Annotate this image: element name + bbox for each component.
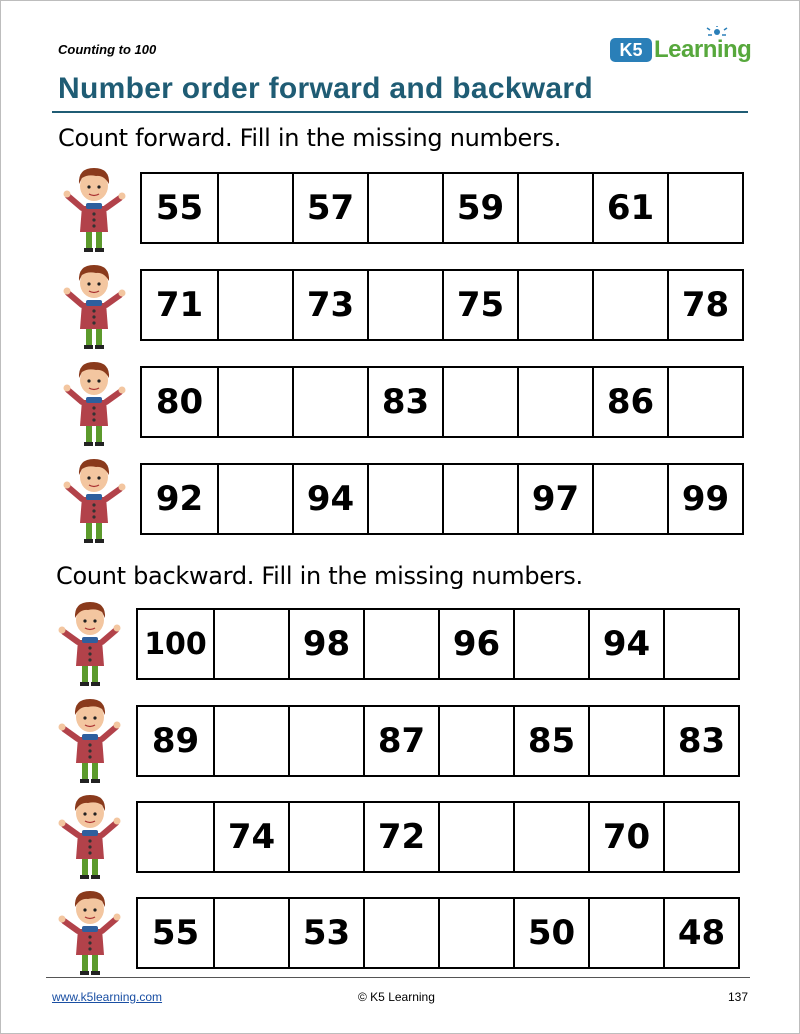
blank-answer-box[interactable] <box>667 368 742 436</box>
given-number-box: 94 <box>292 465 367 533</box>
given-number-box: 48 <box>663 899 738 967</box>
given-number-box: 100 <box>144 626 207 662</box>
blank-answer-box[interactable] <box>367 174 442 242</box>
given-number-box: 59 <box>442 174 517 242</box>
logo-learning-text: Learning <box>654 36 752 63</box>
given-number-box: 73 <box>292 271 367 339</box>
blank-answer-box[interactable] <box>442 368 517 436</box>
forward-number-row <box>140 463 744 535</box>
given-number-box: 71 <box>155 285 204 325</box>
boy-illustration <box>54 885 124 977</box>
blank-answer-box[interactable] <box>442 465 517 533</box>
boy-illustration <box>60 259 130 351</box>
blank-answer-box[interactable] <box>592 465 667 533</box>
given-number-box: 96 <box>438 610 513 678</box>
given-number-box: 80 <box>155 382 204 422</box>
given-number-box: 94 <box>588 610 663 678</box>
given-number-box: 92 <box>155 479 204 519</box>
boy-illustration <box>54 693 124 785</box>
logo-spark-icon <box>704 26 730 40</box>
given-number-box: 87 <box>363 707 438 775</box>
given-number-box: 74 <box>213 803 288 871</box>
forward-number-row <box>140 269 744 341</box>
blank-answer-box[interactable] <box>138 803 213 871</box>
backward-number-row <box>136 705 740 777</box>
boy-illustration <box>60 356 130 448</box>
backward-instruction: Count backward. Fill in the missing numbers. <box>56 562 583 590</box>
given-number-box: 97 <box>517 465 592 533</box>
given-number-box: 89 <box>151 721 200 761</box>
blank-answer-box[interactable] <box>667 174 742 242</box>
blank-answer-box[interactable] <box>592 271 667 339</box>
blank-answer-box[interactable] <box>217 465 292 533</box>
given-number-box: 75 <box>442 271 517 339</box>
footer-divider <box>46 977 750 978</box>
given-number-box: 57 <box>292 174 367 242</box>
blank-answer-box[interactable] <box>517 368 592 436</box>
forward-instruction: Count forward. Fill in the missing numbers. <box>58 124 562 152</box>
boy-illustration <box>60 453 130 545</box>
given-number-box: 70 <box>588 803 663 871</box>
forward-number-row <box>140 172 744 244</box>
blank-answer-box[interactable] <box>517 174 592 242</box>
blank-answer-box[interactable] <box>438 803 513 871</box>
blank-answer-box[interactable] <box>217 368 292 436</box>
blank-answer-box[interactable] <box>513 803 588 871</box>
footer-copyright: © K5 Learning <box>358 990 435 1004</box>
blank-answer-box[interactable] <box>217 174 292 242</box>
forward-number-row <box>140 366 744 438</box>
title-underline <box>52 111 748 113</box>
given-number-box: 78 <box>667 271 742 339</box>
blank-answer-box[interactable] <box>288 803 363 871</box>
blank-answer-box[interactable] <box>588 707 663 775</box>
blank-answer-box[interactable] <box>288 707 363 775</box>
boy-illustration <box>54 596 124 688</box>
given-number-box: 55 <box>151 913 200 953</box>
given-number-box: 83 <box>663 707 738 775</box>
footer-page-number: 137 <box>728 990 749 1004</box>
given-number-box: 85 <box>513 707 588 775</box>
k5-learning-logo <box>610 32 760 68</box>
given-number-box: 50 <box>513 899 588 967</box>
given-number-box: 72 <box>363 803 438 871</box>
given-number-box: 86 <box>592 368 667 436</box>
blank-answer-box[interactable] <box>292 368 367 436</box>
blank-answer-box[interactable] <box>217 271 292 339</box>
given-number-box: 53 <box>288 899 363 967</box>
given-number-box: 61 <box>592 174 667 242</box>
blank-answer-box[interactable] <box>213 899 288 967</box>
blank-answer-box[interactable] <box>367 271 442 339</box>
given-number-box: 99 <box>667 465 742 533</box>
blank-answer-box[interactable] <box>588 899 663 967</box>
page-title: Number order forward and backward <box>58 72 594 105</box>
blank-answer-box[interactable] <box>363 899 438 967</box>
blank-answer-box[interactable] <box>513 610 588 678</box>
blank-answer-box[interactable] <box>438 899 513 967</box>
footer-website[interactable] <box>52 990 162 1004</box>
blank-answer-box[interactable] <box>363 610 438 678</box>
blank-answer-box[interactable] <box>367 465 442 533</box>
given-number-box: 55 <box>155 188 204 228</box>
blank-answer-box[interactable] <box>663 803 738 871</box>
backward-number-row <box>136 608 740 680</box>
boy-illustration <box>60 162 130 254</box>
blank-answer-box[interactable] <box>213 707 288 775</box>
blank-answer-box[interactable] <box>213 610 288 678</box>
boy-illustration <box>54 789 124 881</box>
backward-number-row <box>136 897 740 969</box>
blank-answer-box[interactable] <box>663 610 738 678</box>
worksheet-subtitle: Counting to 100 <box>58 42 157 57</box>
given-number-box: 83 <box>367 368 442 436</box>
backward-number-row <box>136 801 740 873</box>
given-number-box: 98 <box>288 610 363 678</box>
blank-answer-box[interactable] <box>438 707 513 775</box>
website-link[interactable]: www.k5learning.com <box>52 990 163 1004</box>
logo-k5-badge: K5 <box>610 38 652 62</box>
blank-answer-box[interactable] <box>517 271 592 339</box>
